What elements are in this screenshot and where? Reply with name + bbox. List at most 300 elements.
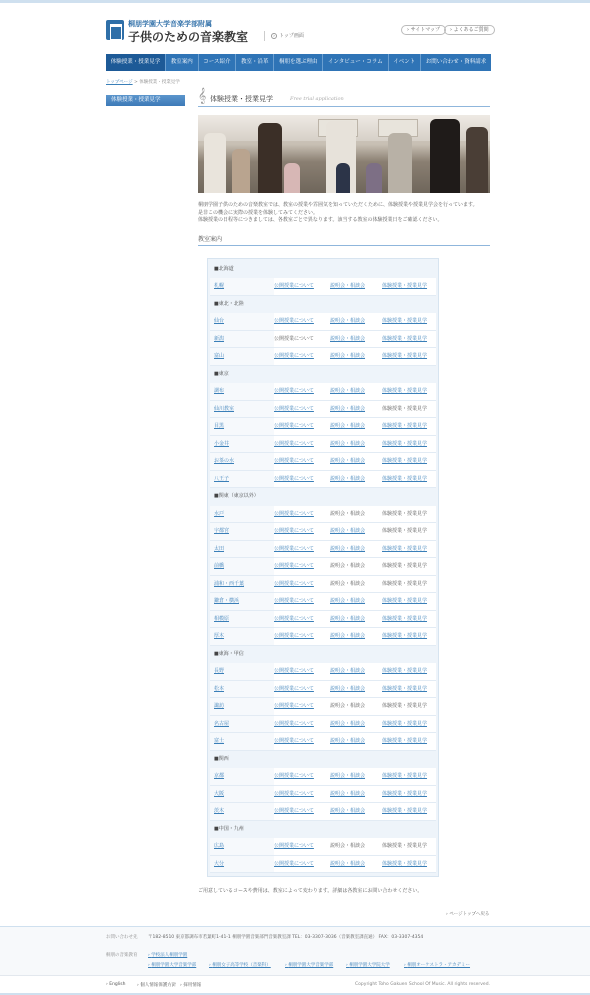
table-cell — [274, 681, 330, 698]
open-class-link[interactable]: 公開授業について — [274, 703, 314, 709]
info-session-text: 説明会・相談会 — [330, 580, 366, 587]
open-class-link[interactable]: 公開授業について — [274, 860, 314, 867]
table-cell — [330, 506, 382, 523]
classroom-name-link[interactable]: 広島 — [214, 843, 225, 849]
info-session-link[interactable]: 説明会・相談会 — [330, 860, 366, 867]
trial-lesson-link[interactable]: 体験授業・授業見学 — [382, 353, 428, 359]
classroom-row — [210, 611, 436, 629]
english-label: English — [109, 982, 126, 987]
open-class-link[interactable]: 公開授業について — [274, 475, 314, 482]
open-class-link[interactable]: 公開授業について — [274, 790, 314, 797]
nav-item[interactable]: お問い合わせ・資料請求 — [425, 59, 487, 65]
table-cell — [274, 698, 330, 715]
table-cell — [274, 593, 330, 610]
table-cell — [382, 593, 436, 610]
table-cell — [330, 418, 382, 435]
classroom-table — [207, 258, 439, 878]
table-cell — [274, 768, 330, 785]
table-cell — [210, 698, 274, 715]
trial-lesson-link[interactable]: 体験授業・授業見学 — [382, 685, 428, 692]
table-cell — [330, 523, 382, 540]
open-class-link[interactable]: 公開授業について — [274, 353, 314, 359]
region-heading: ■東海・甲信 — [214, 650, 244, 657]
faq-label: よくあるご質問 — [453, 27, 489, 33]
open-class-link[interactable]: 公開授業について — [274, 423, 314, 429]
table-cell — [330, 313, 382, 330]
table-cell — [274, 558, 330, 575]
info-session-link[interactable]: 説明会・相談会 — [330, 405, 366, 412]
table-cell — [382, 401, 436, 418]
table-cell — [274, 628, 330, 645]
table-cell — [210, 768, 274, 785]
page-top-label: ページトップへ戻る — [449, 912, 490, 917]
open-class-link[interactable]: 公開授業について — [274, 318, 314, 324]
recruit-link[interactable]: › 採用情報 — [180, 983, 202, 988]
region-heading: ■東京 — [214, 370, 229, 377]
table-cell — [274, 576, 330, 593]
table-cell — [330, 348, 382, 365]
trial-lesson-link[interactable]: 体験授業・授業見学 — [382, 808, 428, 814]
classroom-row — [210, 768, 436, 786]
intro-paragraph: 桐朋学園子供のための音楽教室では、教室の授業や雰囲気を知っていただくために、体験授業や授業見学会を行っています。 — [198, 202, 478, 208]
trial-lesson-link[interactable]: 体験授業・授業見学 — [382, 388, 428, 394]
classroom-row — [210, 733, 436, 751]
open-class-link[interactable]: 公開授業について — [274, 563, 314, 569]
breadcrumb — [106, 79, 180, 85]
trial-lesson-link[interactable]: 体験授業・授業見学 — [382, 545, 428, 552]
classroom-row — [210, 541, 436, 559]
nav-item[interactable]: 教室案内 — [166, 54, 199, 71]
table-cell — [330, 331, 382, 348]
faq-button[interactable]: › よくあるご質問 — [444, 25, 495, 35]
table-cell — [382, 576, 436, 593]
classroom-row — [210, 856, 436, 874]
table-cell — [330, 401, 382, 418]
classroom-name-link[interactable]: 大分 — [214, 860, 225, 867]
site-logo[interactable] — [106, 19, 249, 44]
table-cell — [274, 838, 330, 855]
table-cell — [330, 593, 382, 610]
footer-link[interactable]: › 桐朋オーケストラ・アカデミー — [404, 963, 471, 968]
footer-related-label: 桐朋の音楽教育 — [106, 953, 138, 958]
table-cell — [330, 471, 382, 488]
trial-lesson-link[interactable]: 体験授業・授業見学 — [382, 773, 428, 779]
table-cell — [382, 768, 436, 785]
footer-link-label: 桐朋学園大学院大学 — [349, 963, 390, 968]
table-cell — [382, 716, 436, 733]
intro-paragraph: 体験授業の日程等につきましては、各教室ごとで異なります。該当する教室の体験授業日をご確認ください。 — [198, 217, 443, 223]
footer-link[interactable]: › 桐朋女子高等学校（音楽科） — [209, 963, 271, 968]
trial-lesson-link[interactable]: 体験授業・授業見学 — [382, 738, 428, 744]
trial-lesson-link[interactable]: 体験授業・授業見学 — [382, 615, 428, 622]
table-cell — [274, 663, 330, 680]
classroom-row — [210, 453, 436, 471]
table-cell — [274, 401, 330, 418]
table-cell — [330, 576, 382, 593]
classroom-name-link[interactable]: 富山 — [214, 353, 225, 359]
trial-lesson-link[interactable]: 体験授業・授業見学 — [382, 668, 428, 674]
breadcrumb-home-link[interactable]: トップページ — [106, 80, 133, 85]
table-cell — [330, 278, 382, 295]
nav-item[interactable]: イベント — [389, 54, 422, 71]
table-cell — [274, 786, 330, 803]
table-cell — [382, 681, 436, 698]
section-title: 教室案内 — [198, 234, 490, 246]
region-heading: ■北海道 — [214, 265, 234, 272]
classroom-name-link[interactable]: 松本 — [214, 685, 225, 692]
table-cell — [210, 453, 274, 470]
trial-lesson-text: 体験授業・授業見学 — [382, 528, 428, 534]
table-cell — [274, 331, 330, 348]
trial-lesson-text: 体験授業・授業見学 — [382, 405, 428, 412]
classroom-name-link[interactable]: 目黒 — [214, 423, 225, 429]
table-cell — [382, 383, 436, 400]
footer-contact-info: 〒182-8510 東京都調布市若葉町1-41-1 桐朋学園音楽部門音楽教室課 TEL：03-3307-3036（音楽教室課直通） FAX：03-3307-4354 — [148, 935, 424, 940]
open-class-link[interactable]: 公開授業について — [274, 440, 314, 447]
table-cell — [330, 768, 382, 785]
table-cell — [382, 418, 436, 435]
trial-lesson-link[interactable]: 体験授業・授業見学 — [382, 598, 428, 604]
classroom-name-link[interactable]: 長野 — [214, 668, 225, 674]
classroom-row — [210, 278, 436, 296]
top-accent-bar — [0, 0, 590, 3]
table-cell — [210, 803, 274, 820]
table-cell — [210, 331, 274, 348]
classroom-name-link[interactable]: 太田 — [214, 545, 225, 552]
table-cell — [210, 856, 274, 873]
footer — [0, 926, 590, 975]
table-cell — [382, 541, 436, 558]
open-class-link[interactable]: 公開授業について — [274, 388, 314, 394]
logo-subtitle: 桐朋学園大学音楽学部附属 — [128, 19, 212, 28]
table-cell — [382, 348, 436, 365]
trial-lesson-text: 体験授業・授業見学 — [382, 580, 428, 587]
table-cell — [274, 523, 330, 540]
table-cell — [382, 786, 436, 803]
classroom-row — [210, 663, 436, 681]
table-cell — [382, 558, 436, 575]
info-session-link[interactable]: 説明会・相談会 — [330, 545, 366, 552]
info-session-link[interactable]: 説明会・相談会 — [330, 475, 366, 482]
classroom-name-link[interactable]: 鎌倉・横浜 — [214, 598, 240, 604]
page-title — [198, 86, 490, 107]
page-title-text: 体験授業・授業見学 — [210, 95, 273, 103]
main-content — [198, 86, 490, 877]
table-cell — [210, 313, 274, 330]
trial-lesson-text: 体験授業・授業見学 — [382, 703, 428, 709]
trial-lesson-link[interactable]: 体験授業・授業見学 — [382, 318, 428, 324]
info-session-link[interactable]: 説明会・相談会 — [330, 685, 366, 692]
info-session-link[interactable]: 説明会・相談会 — [330, 335, 366, 342]
table-cell — [210, 418, 274, 435]
open-class-link[interactable]: 公開授業について — [274, 843, 314, 849]
classroom-row — [210, 593, 436, 611]
table-cell — [274, 506, 330, 523]
classroom-name-link[interactable]: お茶の水 — [214, 458, 235, 464]
sidebar-item-trial[interactable]: 体験授業・授業見学 — [106, 95, 185, 106]
info-session-link[interactable]: 説明会・相談会 — [330, 423, 366, 429]
table-cell — [210, 576, 274, 593]
table-cell — [330, 436, 382, 453]
sitemap-label: サイトマップ — [410, 27, 441, 33]
table-cell — [274, 611, 330, 628]
info-session-link[interactable]: 説明会・相談会 — [330, 440, 366, 447]
english-link[interactable]: › English — [106, 982, 126, 987]
classroom-name-link[interactable]: 厚木 — [214, 633, 225, 639]
table-cell — [382, 611, 436, 628]
open-class-link[interactable]: 公開授業について — [274, 773, 314, 779]
classroom-row — [210, 506, 436, 524]
trial-lesson-link[interactable]: 体験授業・授業見学 — [382, 458, 428, 464]
page-top-link[interactable]: › ページトップへ戻る — [446, 912, 490, 917]
table-cell — [274, 471, 330, 488]
trial-lesson-photo — [198, 115, 490, 193]
footer-link[interactable]: › 桐朋学園大学院大学 — [346, 963, 390, 968]
sitemap-button[interactable]: › サイトマップ — [401, 25, 446, 35]
classroom-row — [210, 558, 436, 576]
info-session-link[interactable]: 説明会・相談会 — [330, 790, 366, 797]
footer-link[interactable]: › 学校法人桐朋学園 — [148, 953, 188, 958]
classroom-row — [210, 383, 436, 401]
trial-lesson-text: 体験授業・授業見学 — [382, 843, 428, 849]
nav-item[interactable]: コース紹介 — [199, 54, 237, 71]
classroom-row — [210, 436, 436, 454]
region-heading: ■関西 — [214, 755, 229, 762]
table-cell — [210, 523, 274, 540]
info-session-link[interactable]: 説明会・相談会 — [330, 353, 366, 359]
info-session-link[interactable]: 説明会・相談会 — [330, 808, 366, 814]
region-heading: ■東北・北陸 — [214, 300, 244, 307]
table-cell — [210, 681, 274, 698]
table-cell — [382, 471, 436, 488]
intro-text — [198, 202, 490, 225]
info-session-link[interactable]: 説明会・相談会 — [330, 388, 366, 394]
classroom-name-link[interactable]: 浦和・西千葉 — [214, 580, 245, 587]
footer-contact-label: お問い合わせ先 — [106, 935, 138, 940]
table-cell — [210, 436, 274, 453]
trial-lesson-link[interactable]: 体験授業・授業見学 — [382, 335, 428, 342]
logo-emblem-icon — [106, 20, 124, 40]
classroom-name-link[interactable]: 諏訪 — [214, 703, 225, 709]
table-cell — [274, 541, 330, 558]
table-cell — [210, 716, 274, 733]
info-session-text: 説明会・相談会 — [330, 510, 366, 517]
table-cell — [210, 611, 274, 628]
table-cell — [382, 313, 436, 330]
table-cell — [274, 383, 330, 400]
info-session-link[interactable]: 説明会・相談会 — [330, 528, 366, 534]
trial-lesson-link[interactable]: 体験授業・授業見学 — [382, 475, 428, 482]
classroom-name-link[interactable]: 仙台 — [214, 318, 225, 324]
open-class-link[interactable]: 公開授業について — [274, 283, 314, 289]
classroom-row — [210, 698, 436, 716]
classroom-row — [210, 401, 436, 419]
classroom-name-link[interactable]: 相模原 — [214, 615, 230, 622]
info-session-link[interactable]: 説明会・相談会 — [330, 738, 366, 744]
classroom-name-link[interactable]: 八王子 — [214, 475, 230, 482]
trial-lesson-link[interactable]: 体験授業・授業見学 — [382, 790, 428, 797]
trial-lesson-link[interactable]: 体験授業・授業見学 — [382, 860, 428, 867]
table-cell — [330, 383, 382, 400]
classroom-name-link[interactable]: 仙川教室 — [214, 405, 235, 412]
trial-lesson-link[interactable]: 体験授業・授業見学 — [382, 633, 428, 639]
table-cell — [382, 856, 436, 873]
info-session-text: 説明会・相談会 — [330, 703, 366, 709]
table-cell — [382, 523, 436, 540]
footer-link[interactable]: › 桐朋学園大学音楽学部 — [285, 963, 334, 968]
footer-link-label: 桐朋学園大学音楽学部 — [151, 963, 197, 968]
info-session-link[interactable]: 説明会・相談会 — [330, 633, 366, 639]
table-cell — [330, 611, 382, 628]
table-cell — [210, 506, 274, 523]
page-title-en: Free trial application — [290, 96, 344, 102]
bottom-bar — [0, 975, 590, 995]
classroom-row — [210, 348, 436, 366]
info-session-link[interactable]: 説明会・相談会 — [330, 773, 366, 779]
table-cell — [274, 803, 330, 820]
table-cell — [382, 453, 436, 470]
info-session-link[interactable]: 説明会・相談会 — [330, 458, 366, 464]
table-cell — [382, 506, 436, 523]
classroom-row — [210, 716, 436, 734]
open-class-link[interactable]: 公開授業について — [274, 685, 314, 692]
nav-item[interactable]: 教室・沿革 — [236, 54, 274, 71]
open-class-link[interactable]: 公開授業について — [274, 405, 314, 412]
open-class-link[interactable]: 公開授業について — [274, 580, 314, 587]
table-cell — [330, 733, 382, 750]
info-session-link[interactable]: 説明会・相談会 — [330, 615, 366, 622]
table-cell — [210, 593, 274, 610]
classroom-row — [210, 803, 436, 821]
info-session-link[interactable]: 説明会・相談会 — [330, 283, 366, 289]
classroom-name-link[interactable]: 大阪 — [214, 790, 225, 797]
top-page-link[interactable] — [264, 31, 304, 41]
table-cell — [330, 838, 382, 855]
classroom-row — [210, 331, 436, 349]
table-cell — [210, 541, 274, 558]
copyright: Copyright Toho Gakuen School Of Music. All rights reserved. — [355, 982, 490, 987]
classroom-name-link[interactable]: 新潟 — [214, 335, 225, 342]
table-cell — [210, 663, 274, 680]
footer-link-label: 桐朋学園大学音楽学部 — [288, 963, 334, 968]
footer-link-label: 桐朋オーケストラ・アカデミー — [407, 963, 471, 968]
table-cell — [274, 348, 330, 365]
nav-item[interactable]: 体験授業・授業見学 — [106, 54, 166, 71]
open-class-link[interactable]: 公開授業について — [274, 510, 314, 517]
classroom-name-link[interactable]: 小金井 — [214, 440, 230, 447]
nav-item[interactable]: 桐朋を選ぶ理由 — [274, 54, 323, 71]
info-session-link[interactable]: 説明会・相談会 — [330, 668, 366, 674]
classroom-row — [210, 418, 436, 436]
classroom-name-link[interactable]: 前橋 — [214, 563, 225, 569]
table-cell — [382, 698, 436, 715]
classroom-row — [210, 681, 436, 699]
info-session-text: 説明会・相談会 — [330, 563, 366, 569]
table-cell — [382, 803, 436, 820]
trial-lesson-link[interactable]: 体験授業・授業見学 — [382, 440, 428, 447]
nav-item[interactable]: インタビュー・コラム — [323, 54, 388, 71]
table-cell — [382, 663, 436, 680]
table-cell — [330, 453, 382, 470]
trial-lesson-link[interactable]: 体験授業・授業見学 — [382, 720, 428, 727]
recruit-label: 採用情報 — [183, 983, 202, 988]
table-cell — [274, 436, 330, 453]
open-class-link[interactable]: 公開授業について — [274, 528, 314, 534]
trial-lesson-text: 体験授業・授業見学 — [382, 563, 428, 569]
open-class-link[interactable]: 公開授業について — [274, 458, 314, 464]
classroom-name-link[interactable]: 茨木 — [214, 808, 225, 814]
footer-link[interactable]: › 桐朋学園大学音楽学部 — [148, 963, 197, 968]
open-class-link[interactable]: 公開授業について — [274, 545, 314, 552]
table-cell — [330, 803, 382, 820]
open-class-link[interactable]: 公開授業について — [274, 668, 314, 674]
classroom-row — [210, 471, 436, 489]
table-cell — [210, 628, 274, 645]
classroom-name-link[interactable]: 札幌 — [214, 283, 225, 289]
classroom-name-link[interactable]: 富士 — [214, 738, 225, 744]
table-cell — [210, 838, 274, 855]
classroom-name-link[interactable]: 宇都宮 — [214, 528, 230, 534]
table-cell — [330, 716, 382, 733]
trial-lesson-link[interactable]: 体験授業・授業見学 — [382, 423, 428, 429]
info-session-text: 説明会・相談会 — [330, 843, 366, 849]
open-class-link[interactable]: 公開授業について — [274, 598, 314, 604]
footer-link-label: 桐朋女子高等学校（音楽科） — [212, 963, 271, 968]
arrow-right-icon: › — [271, 33, 277, 39]
open-class-link[interactable]: 公開授業について — [274, 720, 314, 727]
table-cell — [330, 558, 382, 575]
footer-link-label: 学校法人桐朋学園 — [151, 953, 188, 958]
table-cell — [274, 418, 330, 435]
table-cell — [274, 313, 330, 330]
table-cell — [382, 278, 436, 295]
table-cell — [210, 786, 274, 803]
privacy-link[interactable]: › 個人情報保護方針 — [137, 983, 177, 988]
table-cell — [330, 856, 382, 873]
trial-lesson-link[interactable]: 体験授業・授業見学 — [382, 283, 428, 289]
table-cell — [210, 733, 274, 750]
logo-title: 子供のための音楽教室 — [128, 30, 249, 44]
classroom-name-link[interactable]: 調布 — [214, 388, 225, 394]
info-session-link[interactable]: 説明会・相談会 — [330, 598, 366, 604]
table-cell — [382, 733, 436, 750]
classroom-row — [210, 628, 436, 646]
info-session-link[interactable]: 説明会・相談会 — [330, 318, 366, 324]
classroom-name-link[interactable]: 京都 — [214, 773, 225, 779]
table-cell — [274, 278, 330, 295]
table-cell — [210, 348, 274, 365]
trial-lesson-text: 体験授業・授業見学 — [382, 510, 428, 517]
open-class-link[interactable]: 公開授業について — [274, 808, 314, 814]
table-cell — [274, 856, 330, 873]
classroom-name-link[interactable]: 水戸 — [214, 510, 225, 517]
classroom-row — [210, 523, 436, 541]
open-class-link[interactable]: 公開授業について — [274, 633, 314, 639]
classroom-row — [210, 838, 436, 856]
info-session-link[interactable]: 説明会・相談会 — [330, 720, 366, 727]
breadcrumb-current: 体験授業・授業見学 — [139, 80, 180, 85]
open-class-link[interactable]: 公開授業について — [274, 738, 314, 744]
table-cell — [210, 401, 274, 418]
open-class-link[interactable]: 公開授業について — [274, 615, 314, 622]
fee-note: ご用意しているコースや費用は、教室によって変わります。詳細は各教室にお問い合わせください。 — [198, 888, 423, 894]
table-cell — [330, 663, 382, 680]
table-cell — [210, 558, 274, 575]
classroom-name-link[interactable]: 名古屋 — [214, 720, 230, 727]
table-cell — [330, 681, 382, 698]
table-cell — [382, 838, 436, 855]
classroom-row — [210, 576, 436, 594]
